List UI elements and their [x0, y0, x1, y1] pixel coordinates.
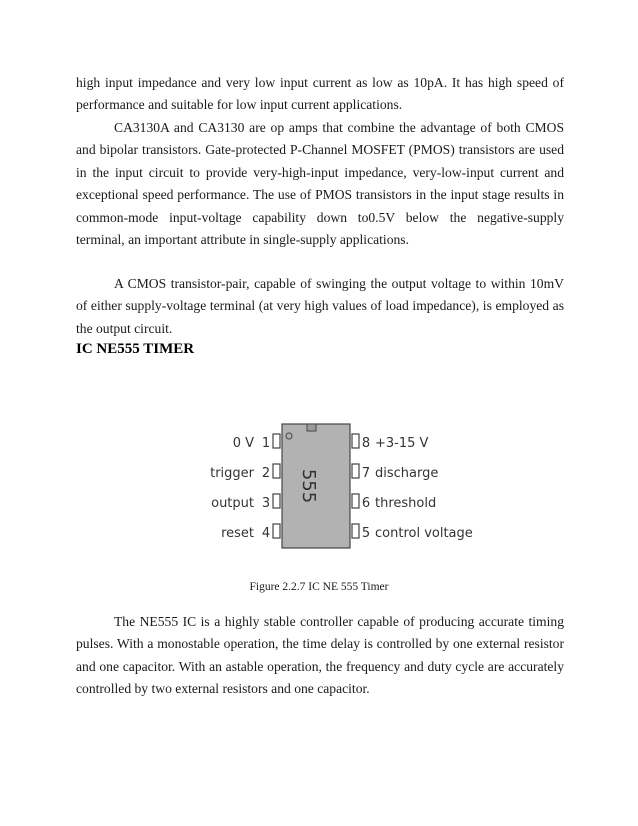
pin-5-name: control voltage — [375, 526, 473, 541]
paragraph-3-text: A CMOS transistor-pair, capable of swinging the output voltage to within 10mV of either supply-voltage terminal (at very high values of load impedance), is employed as the output circuit. — [76, 276, 564, 336]
pin-6-number: 6 — [361, 496, 371, 511]
paragraph-3 — [76, 273, 564, 340]
pin-2 — [273, 464, 280, 478]
pin-1 — [273, 434, 280, 448]
paragraph-2-text: CA3130A and CA3130 are op amps that combine the advantage of both CMOS and bipolar transistors. Gate-protected P-Channel MOSFET (PMOS) transistors are used in the input circuit to provide very-high-input impedance, very-low-input current and exceptional speed performance. The use of PMOS transistors in the input stage results in common-mode input-voltage capability down to0.5V below the negative-supply terminal, an important attribute in single-supply applications. — [76, 120, 564, 248]
ne555-pinout-diagram — [210, 420, 473, 552]
chip-notch — [307, 424, 316, 431]
paragraph-1: high input impedance and very low input current as low as 10pA. It has high speed of performance and suitable for low input current applications. — [76, 75, 564, 113]
pin-1-name: 0 V — [232, 436, 254, 451]
pin-5 — [352, 524, 359, 538]
pin-3-number: 3 — [261, 496, 271, 511]
paragraph-2 — [76, 117, 564, 251]
ne555-pinout-figure — [210, 420, 473, 552]
chip-label: 555 — [298, 468, 319, 504]
section-heading: IC NE555 TIMER — [76, 341, 195, 357]
pin-3-name: output — [211, 496, 254, 511]
figure-caption: Figure 2.2.7 IC NE 555 Timer — [249, 581, 389, 593]
pin-4 — [273, 524, 280, 538]
pin-8-number: 8 — [361, 436, 371, 451]
pin-6 — [352, 494, 359, 508]
paragraph-4-text: The NE555 IC is a highly stable controller capable of producing accurate timing pulses. With a monostable operation, the time delay is controlled by one external resistor and one capacitor. With an astable operation, the frequency and duty cycle are accurately controlled by two external resistors and one capacitor. — [76, 614, 564, 697]
pin-3 — [273, 494, 280, 508]
pin-7-number: 7 — [361, 466, 371, 481]
pin-8 — [352, 434, 359, 448]
pin-7-name: discharge — [375, 466, 439, 481]
pin-2-name: trigger — [210, 466, 254, 481]
pin-4-name: reset — [221, 526, 254, 541]
pin-7 — [352, 464, 359, 478]
pin-4-number: 4 — [261, 526, 271, 541]
pin-6-name: threshold — [375, 496, 437, 511]
pin-8-name: +3-15 V — [375, 436, 429, 451]
pin-2-number: 2 — [261, 466, 271, 481]
paragraph-4 — [76, 611, 564, 701]
pin-1-number: 1 — [261, 436, 271, 451]
pin-5-number: 5 — [361, 526, 371, 541]
